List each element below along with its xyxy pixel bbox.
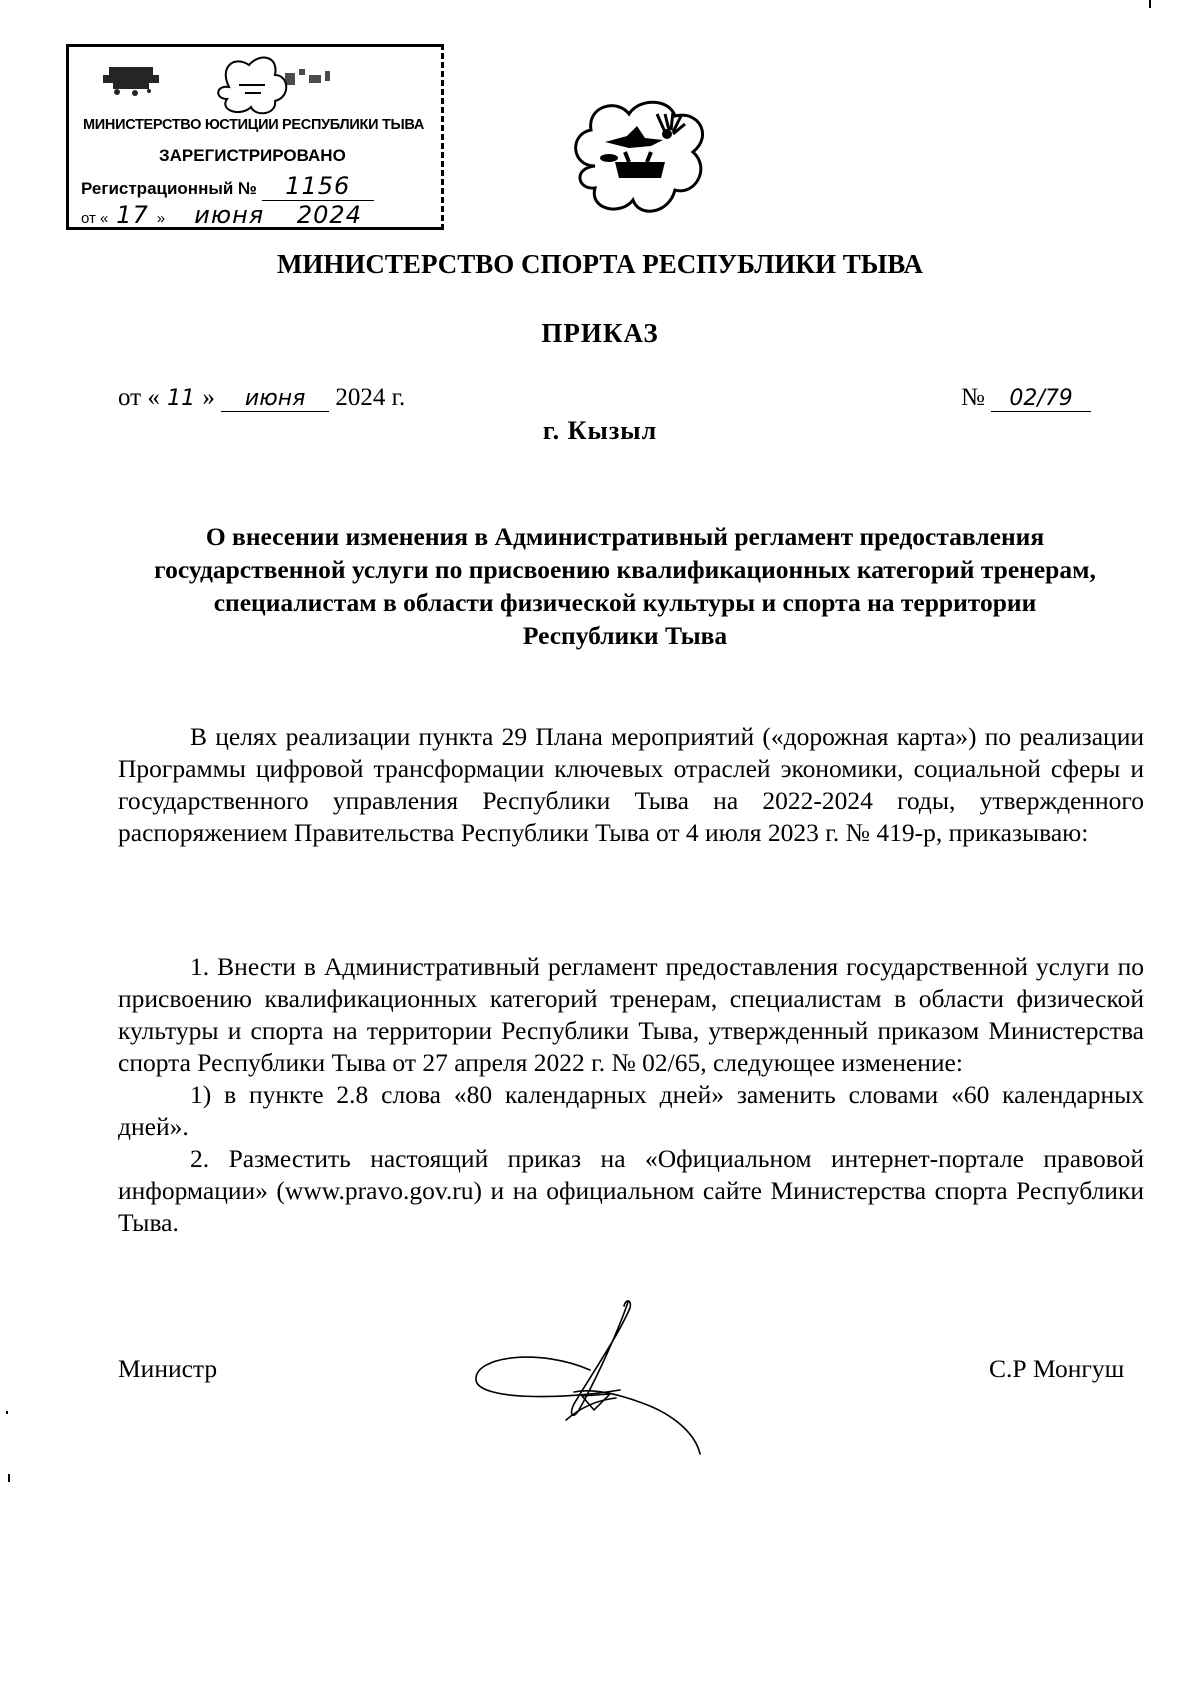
stamp-date-year: 2024 bbox=[296, 201, 362, 229]
number-label: № bbox=[961, 384, 985, 411]
ministry-name: МИНИСТЕРСТВО СПОРТА РЕСПУБЛИКИ ТЫВА bbox=[276, 249, 924, 279]
order-item-1-sub: 1) в пункте 2.8 слова «80 календарных дней» заменить словами «60 календарных дней». bbox=[118, 1080, 1144, 1141]
stamp-status: ЗАРЕГИСТРИРОВАНО bbox=[159, 146, 346, 165]
date-month: июня bbox=[221, 386, 329, 412]
stamp-reg-label: Регистрационный № bbox=[81, 179, 257, 198]
stamp-date-day: 17 bbox=[113, 201, 153, 230]
order-item-1: 1. Внести в Административный регламент предоставления государственной услуги по присвоению квалификационных категорий тренерам, специалистам в области физической культуры и спорта на территории Республики Тыва, утвержденный приказом Министерства спорта Республики Тыва от 27 апреля 2022 г. № 02/65, следующее изменение: bbox=[118, 952, 1144, 1077]
stamp-date-row bbox=[81, 201, 365, 230]
signatory-position: Министр bbox=[118, 1354, 218, 1383]
number-value: 02/79 bbox=[991, 386, 1091, 412]
preamble bbox=[118, 721, 1144, 849]
order-items bbox=[118, 951, 1144, 1239]
document-subject: О внесении изменения в Административный регламент предоставления государственной услуги по присвоению квалификационных категорий тренерам, специалистам в области физической культуры и спорта на территории Республики Тыва bbox=[154, 522, 1096, 650]
date-day: 11 bbox=[167, 386, 196, 411]
scan-mark bbox=[8, 1474, 10, 1482]
coat-of-arms-icon bbox=[565, 96, 715, 218]
stamp-date-month: июня bbox=[169, 201, 289, 230]
date-year: 2024 г. bbox=[335, 384, 406, 411]
stamp-registration-row bbox=[81, 172, 374, 201]
registration-stamp bbox=[66, 44, 444, 230]
order-item-2: 2. Разместить настоящий приказ на «Официальном интернет-портале правовой информации» (www.pravo.gov.ru) и на официальном сайте Министерства спорта Республики Тыва. bbox=[118, 1144, 1144, 1237]
stamp-emblem-icon bbox=[69, 47, 441, 117]
order-date bbox=[118, 384, 405, 412]
stamp-reg-number: 1156 bbox=[262, 172, 374, 201]
stamp-date-prefix: от « bbox=[81, 210, 109, 227]
stamp-authority: МИНИСТЕРСТВО ЮСТИЦИИ РЕСПУБЛИКИ ТЫВА bbox=[83, 117, 425, 133]
scan-mark bbox=[1149, 0, 1151, 8]
preamble-text: В целях реализации пункта 29 Плана мероприятий («дорожная карта») по реализации Программы цифровой трансформации ключевых отраслей экономики, социальной сферы и государственного управления Республики Тыва на 2022-2024 годы, утвержденного распоряжением Правительства Республики Тыва от 4 июля 2023 г. № 419-р, приказываю: bbox=[118, 722, 1144, 847]
scan-mark bbox=[6, 1411, 8, 1414]
date-prefix: от « bbox=[118, 384, 160, 411]
city: г. Кызыл bbox=[542, 416, 658, 445]
order-number bbox=[961, 384, 1091, 412]
stamp-date-mid: » bbox=[156, 210, 166, 227]
signatory-name: С.Р Монгуш bbox=[989, 1354, 1125, 1383]
date-mid: » bbox=[202, 384, 215, 411]
handwritten-signature bbox=[470, 1296, 715, 1458]
document-type: ПРИКАЗ bbox=[541, 318, 659, 348]
